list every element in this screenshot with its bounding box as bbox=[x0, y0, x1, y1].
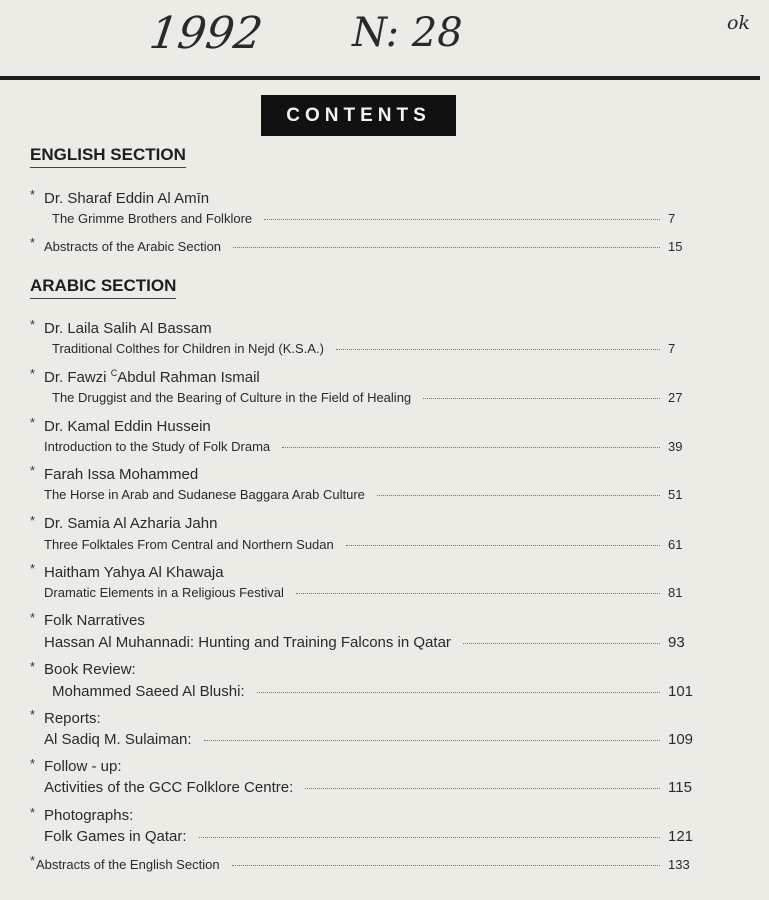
toc-entry-title: Activities of the GCC Folklore Centre: bbox=[44, 779, 294, 796]
toc-entry bbox=[44, 634, 694, 651]
toc-entry-title: The Druggist and the Bearing of Culture in the Field of Healing bbox=[52, 390, 412, 405]
dot-leader bbox=[257, 692, 660, 693]
toc-entry-page: 81 bbox=[668, 585, 683, 600]
toc-entry-title: Introduction to the Study of Folk Drama bbox=[44, 439, 271, 454]
bullet-star: * bbox=[30, 415, 36, 430]
toc-entry-title: Dramatic Elements in a Religious Festival bbox=[44, 585, 284, 600]
bullet-star: * bbox=[30, 561, 36, 576]
toc-entry-page: 93 bbox=[668, 634, 685, 651]
toc-author: Folk Narratives bbox=[44, 612, 145, 629]
dot-leader bbox=[346, 545, 660, 546]
dot-leader bbox=[305, 788, 660, 789]
dot-leader bbox=[377, 495, 660, 496]
bullet-star: * bbox=[30, 513, 36, 528]
bullet-star: * bbox=[30, 805, 36, 820]
toc-entry-title: Mohammed Saeed Al Blushi: bbox=[52, 683, 245, 700]
toc-author: Dr. Kamal Eddin Hussein bbox=[44, 418, 211, 435]
toc-entry bbox=[44, 537, 694, 552]
bullet-star: * bbox=[30, 659, 36, 674]
toc-entry-title: Abstracts of the English Section bbox=[36, 857, 220, 872]
toc-author: Dr. Sharaf Eddin Al Amīn bbox=[44, 190, 210, 207]
contents-title-box bbox=[261, 95, 456, 136]
toc-entry-page: 121 bbox=[668, 828, 694, 845]
bullet-star: * bbox=[30, 610, 36, 625]
dot-leader bbox=[204, 740, 660, 741]
toc-entry-title: Three Folktales From Central and Northern Sudan bbox=[44, 537, 334, 552]
toc-entry bbox=[52, 683, 694, 700]
author-superscript: C bbox=[110, 368, 118, 378]
bullet-star: * bbox=[30, 235, 36, 250]
toc-entry bbox=[44, 779, 694, 796]
toc-entry-page: 109 bbox=[668, 731, 694, 748]
bullet-star: * bbox=[30, 317, 36, 332]
dot-leader bbox=[264, 219, 660, 220]
toc-entry bbox=[52, 341, 694, 356]
toc-entry-page: 15 bbox=[668, 239, 683, 254]
toc-entry-page: 101 bbox=[668, 683, 694, 700]
arabic-section-heading: ARABIC SECTION bbox=[30, 276, 176, 299]
toc-author: Photographs: bbox=[44, 807, 134, 824]
bullet-star: * bbox=[30, 187, 36, 202]
toc-entry-title: Folk Games in Qatar: bbox=[44, 828, 187, 845]
english-section-heading: ENGLISH SECTION bbox=[30, 145, 186, 168]
toc-entry-page: 61 bbox=[668, 537, 683, 552]
toc-entry bbox=[52, 211, 694, 226]
toc-author: Reports: bbox=[44, 710, 101, 727]
toc-entry-page: 7 bbox=[668, 341, 676, 356]
author-prefix: Dr. Fawzi bbox=[44, 369, 111, 386]
bullet-star: * bbox=[30, 707, 36, 722]
bullet-star: * bbox=[30, 853, 36, 868]
dot-leader bbox=[463, 643, 660, 644]
toc-entry bbox=[44, 731, 694, 748]
top-rule bbox=[0, 76, 760, 80]
bullet-star: * bbox=[30, 756, 36, 771]
toc-entry-page: 133 bbox=[668, 857, 690, 872]
toc-entry-page: 27 bbox=[668, 390, 683, 405]
handwritten-year: 1992 bbox=[146, 8, 266, 59]
toc-entry bbox=[36, 857, 694, 872]
toc-entry-title: The Horse in Arab and Sudanese Baggara Arab Culture bbox=[44, 487, 365, 502]
toc-entry bbox=[44, 828, 694, 845]
toc-entry-title: The Grimme Brothers and Folklore bbox=[52, 211, 253, 226]
toc-entry bbox=[52, 390, 694, 405]
toc-author: Book Review: bbox=[44, 661, 136, 678]
dot-leader bbox=[233, 247, 660, 248]
toc-entry-title: Al Sadiq M. Sulaiman: bbox=[44, 731, 192, 748]
toc-entry bbox=[44, 585, 694, 600]
handwritten-corner-mark: ok bbox=[727, 12, 750, 34]
toc-entry bbox=[44, 487, 694, 502]
bullet-star: * bbox=[30, 463, 36, 478]
toc-entry-title: Traditional Colthes for Children in Nejd (K.S.A.) bbox=[52, 341, 324, 356]
toc-author: Haitham Yahya Al Khawaja bbox=[44, 564, 224, 581]
dot-leader bbox=[296, 593, 660, 594]
toc-entry-page: 115 bbox=[668, 779, 692, 796]
toc-entry-page: 7 bbox=[668, 211, 676, 226]
toc-author: Farah Issa Mohammed bbox=[44, 466, 199, 483]
contents-title: CONTENTS bbox=[286, 104, 431, 126]
dot-leader bbox=[232, 865, 660, 866]
toc-entry-title: Abstracts of the Arabic Section bbox=[44, 239, 222, 254]
dot-leader bbox=[282, 447, 660, 448]
dot-leader bbox=[336, 349, 660, 350]
toc-author bbox=[44, 368, 260, 386]
handwritten-issue-number: N: 28 bbox=[352, 10, 463, 56]
toc-entry-title: Hassan Al Muhannadi: Hunting and Training Falcons in Qatar bbox=[44, 634, 451, 651]
toc-entry-page: 51 bbox=[668, 487, 683, 502]
toc-entry-page: 39 bbox=[668, 439, 683, 454]
toc-entry bbox=[44, 439, 694, 454]
dot-leader bbox=[199, 837, 660, 838]
author-rest: Abdul Rahman Ismail bbox=[117, 369, 260, 386]
bullet-star: * bbox=[30, 366, 36, 381]
toc-author: Follow - up: bbox=[44, 758, 122, 775]
toc-author: Dr. Laila Salih Al Bassam bbox=[44, 320, 212, 337]
dot-leader bbox=[423, 398, 660, 399]
toc-author: Dr. Samia Al Azharia Jahn bbox=[44, 515, 218, 532]
toc-entry bbox=[44, 239, 694, 254]
